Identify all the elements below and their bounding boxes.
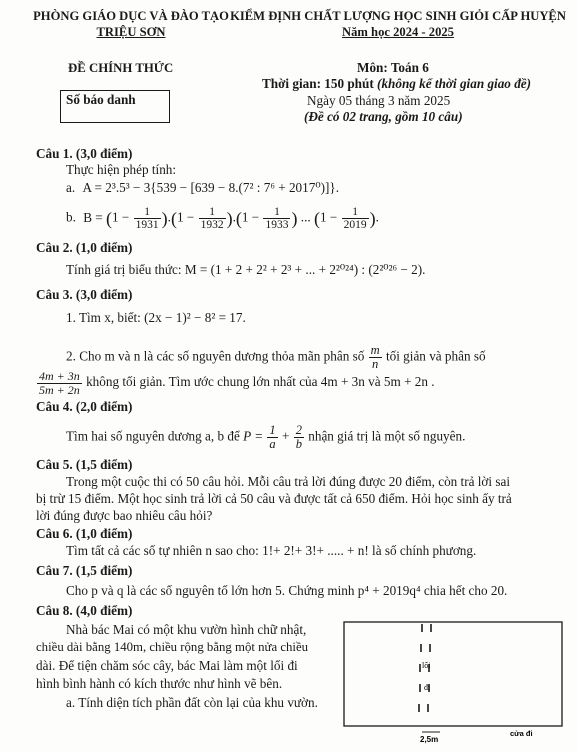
q8-title: Câu 8. (4,0 điểm) xyxy=(36,603,133,618)
q4-start: Tìm hai số nguyên dương a, b để xyxy=(66,428,244,444)
q5-line3: lời đúng được bao nhiêu câu hỏi? xyxy=(36,508,213,523)
q8-part-a: a. Tính diện tích phần đất còn lại của khu vườn. xyxy=(66,695,318,710)
path-label-2: đi xyxy=(424,683,431,692)
q2-prompt: Tính giá trị biểu thức: xyxy=(66,262,185,277)
q3-part-2-line1 xyxy=(66,344,486,371)
q2-title: Câu 2. (1,0 điểm) xyxy=(36,240,133,255)
q1-b-end: . xyxy=(375,209,379,225)
fraction-1932: $\frac{1}{1932}$ xyxy=(200,206,224,232)
q5-line1: Trong một cuộc thi có 50 câu hỏi. Mỗi câu trả lời đúng được 20 điểm, còn trả lời sai xyxy=(66,474,511,489)
district-name: TRIỆU SƠN xyxy=(96,25,166,39)
q3-p2-mid: tối giản và phân số xyxy=(385,348,486,364)
student-id-label: Số báo danh xyxy=(66,92,136,107)
official-label: ĐỀ CHÍNH THỨC xyxy=(68,61,174,75)
q6-text: Tìm tất cả các số tự nhiên n sao cho: 1!+ 2!+ 3!+ ..... + n! là số chính phương. xyxy=(66,543,477,558)
q3-part-1: 1. Tìm x, biết: (2x − 1)² − 8² = 17. xyxy=(66,310,246,325)
fraction-1933: $\frac{1}{1933}$ xyxy=(265,206,289,232)
q1-b-prefix: B = xyxy=(83,209,107,225)
q3-p2-start: 2. Cho m và n là các số nguyên dương thỏa mãn phân số xyxy=(66,348,365,364)
q1-a-expression: A = 2³.5³ − 3{539 − [639 − 8.(7² : 7⁶ + 2017⁰)]}. xyxy=(82,180,340,195)
q7-title: Câu 7. (1,5 điểm) xyxy=(36,563,133,578)
q7-text: Cho p và q là các số nguyên tố lớn hơn 5. Chứng minh p⁴ + 2019q⁴ chia hết cho 20. xyxy=(66,583,508,598)
q1-b-label: b. xyxy=(66,209,76,225)
q3-title: Câu 3. (3,0 điểm) xyxy=(36,287,133,302)
q5-line2: bị trừ 15 điểm. Một học sinh trả lời cả 50 câu và được tất cả 650 điểm. Hỏi học sinh ấy trả xyxy=(36,491,512,506)
exam-title: KIỂM ĐỊNH CHẤT LƯỢNG HỌC SINH GIỎI CẤP HUYỆN xyxy=(230,9,566,23)
school-year: Năm học 2024 - 2025 xyxy=(342,25,454,39)
q4-title: Câu 4. (2,0 điểm) xyxy=(36,399,133,414)
q2-text xyxy=(66,262,425,279)
q6-title: Câu 6. (1,0 điểm) xyxy=(36,526,133,541)
q3-p2-end: không tối giản. Tìm ước chung lớn nhất của 4m + 3n và 5m + 2n . xyxy=(86,374,435,390)
fraction-2-b: $\frac{2}{b}$ xyxy=(295,423,302,452)
q1-b-one-4: 1 − xyxy=(319,209,338,225)
q1-b-one-2: 1 − xyxy=(176,209,195,225)
fraction-2019: $\frac{1}{2019}$ xyxy=(343,206,367,232)
q8-line4: hình bình hành có kích thước như hình vẽ bên. xyxy=(36,676,283,691)
width-label: 2,5m xyxy=(420,735,439,744)
q1-part-b: b. B = (1 − $\frac{1}{1931}$ ).(1 − $\frac{1}{1932}$ ).(1 − $\frac{1}{1933}$ ) ... (1 − $\frac{1}{2019}$ ). xyxy=(66,206,379,232)
q4-text xyxy=(66,424,465,451)
path-label-1: lối xyxy=(422,661,431,670)
pages-note: (Đề có 02 trang, gồm 10 câu) xyxy=(304,109,463,124)
fraction-1931: $\frac{1}{1931}$ xyxy=(135,206,159,232)
q8-line1: Nhà bác Mai có một khu vườn hình chữ nhật, xyxy=(66,622,307,637)
q1-intro: Thực hiện phép tính: xyxy=(66,162,177,177)
q5-title: Câu 5. (1,5 điểm) xyxy=(36,457,133,472)
q8-line2: chiều dài bằng 140m, chiều rộng bằng một nửa chiều xyxy=(36,640,309,654)
time-line xyxy=(262,76,531,93)
q8-line3: dài. Để tiện chăm sóc cây, bác Mai làm một lối đi xyxy=(36,658,298,673)
subject: Môn: Toán 6 xyxy=(357,60,429,75)
paren: ( xyxy=(106,208,113,229)
door-label: cửa đi xyxy=(510,729,533,738)
q2-expression: M = (1 + 2 + 2² + 2³ + ... + 2²⁰²⁴) : (2²⁰²⁶ − 2). xyxy=(184,262,426,277)
q1-b-one: 1 − xyxy=(112,209,130,225)
q1-b-dots: ... xyxy=(300,209,311,225)
q4-end: nhận giá trị là một số nguyên. xyxy=(308,428,466,444)
q1-title: Câu 1. (3,0 điểm) xyxy=(36,146,133,161)
garden-rectangle xyxy=(344,622,562,726)
fraction-4m3n-5m2n: $\frac{4m + 3n}{5m + 2n}$ xyxy=(39,369,80,397)
time-note: (không kể thời gian giao đề) xyxy=(377,76,532,91)
q4-p-eq: P = xyxy=(243,428,264,444)
department-name: PHÒNG GIÁO DỤC VÀ ĐÀO TẠO xyxy=(33,9,229,23)
q3-part-2-line2 xyxy=(36,370,435,396)
time-prefix: Thời gian: 150 phút xyxy=(262,76,378,91)
q1-a-label: a. xyxy=(66,180,76,195)
exam-date: Ngày 05 tháng 3 năm 2025 xyxy=(307,93,451,108)
q4-plus: + xyxy=(281,428,290,444)
fraction-1-a: $\frac{1}{a}$ xyxy=(269,423,276,452)
garden-figure xyxy=(342,618,564,746)
q1-part-a xyxy=(66,180,339,197)
q1-b-one-3: 1 − xyxy=(241,209,260,225)
fraction-m-n: $\frac{m}{n}$ xyxy=(370,343,380,372)
